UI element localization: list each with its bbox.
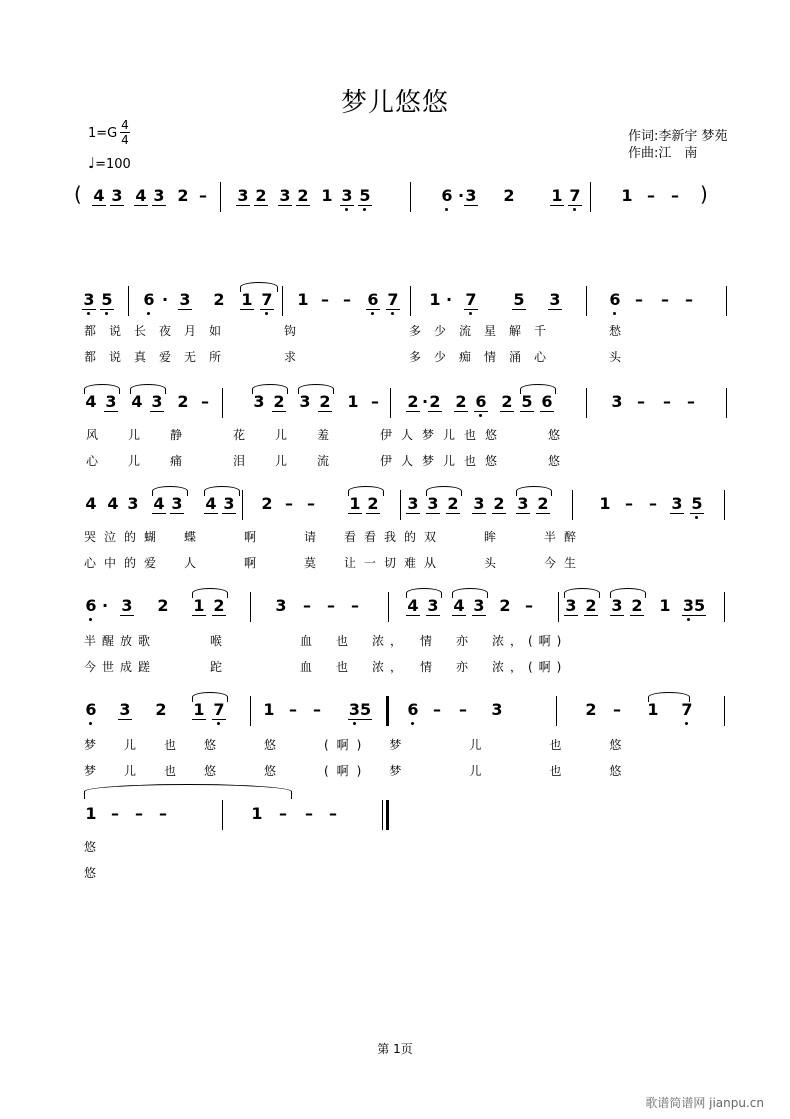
lyric-line-3b: 心中的爱 人 啊 莫 让一切难从 头 今生 [84, 556, 585, 570]
note: 3 [83, 290, 95, 309]
note: 1 [659, 596, 671, 615]
note: 1 [647, 700, 659, 719]
note: 3 [473, 494, 485, 513]
lyric-line-6a: 悠 [84, 840, 98, 854]
note: 2 [407, 392, 419, 411]
watermark: 歌谱简谱网 jianpu.cn [645, 1096, 764, 1110]
note: 2 [177, 186, 189, 205]
note: – [637, 392, 645, 411]
barline [724, 490, 725, 520]
note: 2 [255, 186, 267, 205]
score-line-6 [70, 796, 750, 836]
note: – [329, 804, 337, 823]
barline [572, 490, 573, 520]
note: 4 [153, 494, 165, 513]
note: 1 [347, 392, 359, 411]
note: 2 [493, 494, 505, 513]
note: 6 [609, 290, 621, 309]
lyric-line-6b: 悠 [84, 866, 98, 880]
note: – [663, 392, 671, 411]
note: 4 [407, 596, 419, 615]
note: – [433, 700, 441, 719]
note: 1 [429, 290, 441, 309]
lyric-line-1b: 都说真爱无所 求 多少痴情涌心 头 [84, 350, 635, 364]
note: 2 [499, 596, 511, 615]
note: 2 [585, 596, 597, 615]
note: 4 [205, 494, 217, 513]
song-title: 梦儿悠悠 [340, 88, 449, 118]
close-paren: ) [700, 182, 708, 206]
note: 3 [179, 290, 191, 309]
note: 7 [465, 290, 477, 309]
note: 6 [407, 700, 419, 719]
note: 6 [475, 392, 487, 411]
note: 6 [541, 392, 553, 411]
tie [84, 784, 292, 799]
note: – [201, 392, 209, 411]
note: – [613, 700, 621, 719]
note: 3 [565, 596, 577, 615]
lyric-line-1a: 都说长夜月如 钩 多少流星解千 愁 [84, 324, 635, 338]
note: – [305, 804, 313, 823]
note: 2 [501, 392, 513, 411]
barline [222, 800, 223, 830]
note: 7 [261, 290, 273, 309]
note: – [135, 804, 143, 823]
score-line-5 [70, 692, 750, 732]
note: 3 [279, 186, 291, 205]
note: 2 [261, 494, 273, 513]
note: 3 [253, 392, 265, 411]
note: – [525, 596, 533, 615]
note: – [459, 700, 467, 719]
barline [222, 388, 223, 418]
barline [250, 592, 251, 622]
note: 2 [319, 392, 331, 411]
note: 4 [131, 392, 143, 411]
note: – [351, 596, 359, 615]
note: 2 [455, 392, 467, 411]
barline [590, 182, 591, 212]
lyric-line-5a: 梦 儿 也 悠 悠 (啊) 梦 儿 也 悠 [84, 738, 630, 752]
note: 2 [155, 700, 167, 719]
note: 1 [241, 290, 253, 309]
note: 3 [151, 392, 163, 411]
lyricist: 作词:李新宇 梦苑 [628, 129, 728, 144]
lyric-line-5b: 梦 儿 也 悠 悠 (啊) 梦 儿 也 悠 [84, 764, 630, 778]
note: 5 [691, 494, 703, 513]
note: 3 [549, 290, 561, 309]
note: – [111, 804, 119, 823]
note: 2 [213, 290, 225, 309]
note: 5 [359, 186, 371, 205]
note: – [687, 392, 695, 411]
note: 4 [107, 494, 119, 513]
barline [390, 388, 391, 418]
note: 3 [611, 596, 623, 615]
note: 1 [349, 494, 361, 513]
note: 6 [85, 700, 97, 719]
note: 2 [157, 596, 169, 615]
note: 3 [121, 596, 133, 615]
note: 1 [599, 494, 611, 513]
note: 7 [387, 290, 399, 309]
note: 3 [223, 494, 235, 513]
note: 3 [517, 494, 529, 513]
note: – [625, 494, 633, 513]
note: 5 [101, 290, 113, 309]
note: 3 [275, 596, 287, 615]
note: 4 [85, 494, 97, 513]
tempo-value: =100 [95, 157, 131, 172]
note: 1 [321, 186, 333, 205]
barline [586, 286, 587, 316]
note: 6 [441, 186, 453, 205]
note: – [321, 290, 329, 309]
lyric-line-2b: 心 儿 痛 泪 儿 流 伊人梦儿也悠 悠 [86, 454, 570, 468]
note: · [161, 290, 169, 309]
note: 1 [551, 186, 563, 205]
note: 3 [671, 494, 683, 513]
barline [586, 388, 587, 418]
note: – [307, 494, 315, 513]
lyric-line-2a: 风 儿 静 花 儿 羞 伊人梦儿也悠 悠 [86, 428, 570, 442]
note: – [285, 494, 293, 513]
note: 5 [521, 392, 533, 411]
note: 1 [297, 290, 309, 309]
barline [242, 490, 243, 520]
time-sig-top: 4 [121, 118, 129, 132]
note: 3 [105, 392, 117, 411]
note: 2 [429, 392, 441, 411]
barline [410, 286, 411, 316]
composer: 作曲:江 南 [628, 146, 698, 161]
note: 2 [503, 186, 515, 205]
note: 6 [367, 290, 379, 309]
barline [726, 388, 727, 418]
note: 7 [213, 700, 225, 719]
note: – [685, 290, 693, 309]
barline [724, 696, 725, 726]
barline [724, 592, 725, 622]
note: – [303, 596, 311, 615]
note: 6 [85, 596, 97, 615]
note: 2 [367, 494, 379, 513]
barline [400, 490, 401, 520]
note: 35 [682, 596, 706, 615]
note: 4 [93, 186, 105, 205]
note: 3 [171, 494, 183, 513]
note: 2 [177, 392, 189, 411]
score-line-2 [70, 384, 750, 424]
note: – [327, 596, 335, 615]
note: 2 [273, 392, 285, 411]
note: 35 [348, 700, 372, 719]
note: 3 [153, 186, 165, 205]
barline [726, 286, 727, 316]
note: – [647, 186, 655, 205]
note: 4 [135, 186, 147, 205]
note: · [101, 596, 109, 615]
score-line-4 [70, 588, 750, 628]
barline [558, 592, 559, 622]
note: 2 [447, 494, 459, 513]
note: – [661, 290, 669, 309]
key-signature: 1=G [88, 126, 118, 141]
note: 3 [427, 596, 439, 615]
note: 6 [143, 290, 155, 309]
barline [410, 182, 411, 212]
tempo-marking [88, 154, 131, 172]
note: 3 [611, 392, 623, 411]
lyric-line-4a: 半醒放歌 喉 血 也 浓， 情 亦 浓，(啊) [84, 634, 568, 648]
note: 3 [491, 700, 503, 719]
barline [388, 592, 389, 622]
note: – [279, 804, 287, 823]
note: 7 [681, 700, 693, 719]
intro-row [74, 178, 734, 218]
note: 2 [631, 596, 643, 615]
note: 3 [427, 494, 439, 513]
time-signature [120, 118, 130, 147]
note: 3 [407, 494, 419, 513]
barline [282, 286, 283, 316]
final-barline-thin [382, 800, 383, 830]
note: 1 [193, 596, 205, 615]
note: · [421, 392, 429, 411]
note: 3 [465, 186, 477, 205]
note: – [671, 186, 679, 205]
repeat-barline [386, 696, 389, 726]
score-line-1 [70, 282, 750, 322]
note: – [313, 700, 321, 719]
note: 2 [537, 494, 549, 513]
credits [628, 128, 728, 162]
score-line-3 [70, 486, 750, 526]
note: – [159, 804, 167, 823]
note: · [445, 290, 453, 309]
note: 1 [263, 700, 275, 719]
note: – [635, 290, 643, 309]
note: 1 [251, 804, 263, 823]
note: 4 [85, 392, 97, 411]
open-paren: ( [74, 182, 82, 206]
note: – [649, 494, 657, 513]
quarter-note-icon: ♩ [88, 154, 96, 172]
note: 3 [341, 186, 353, 205]
note: · [457, 186, 465, 205]
barline [128, 286, 129, 316]
note: 3 [119, 700, 131, 719]
note: 3 [299, 392, 311, 411]
page-number: 第 1页 [377, 1042, 413, 1056]
note: 3 [473, 596, 485, 615]
lyric-line-3a: 哭泣的蝴 蝶 啊 请 看看我的双 眸 半醉 [84, 530, 585, 544]
note: 5 [513, 290, 525, 309]
note: 2 [213, 596, 225, 615]
note: 2 [297, 186, 309, 205]
note: 7 [569, 186, 581, 205]
note: 1 [193, 700, 205, 719]
barline [250, 696, 251, 726]
note: 3 [111, 186, 123, 205]
note: – [289, 700, 297, 719]
note: – [343, 290, 351, 309]
note: 4 [453, 596, 465, 615]
time-sig-bottom: 4 [121, 133, 129, 147]
note: – [371, 392, 379, 411]
note: 3 [237, 186, 249, 205]
final-barline-thick [386, 800, 389, 830]
lyric-line-4b: 今世成蹉 跎 血 也 浓， 情 亦 浓，(啊) [84, 660, 568, 674]
note: 2 [585, 700, 597, 719]
note: 1 [621, 186, 633, 205]
note: 3 [127, 494, 139, 513]
note: – [199, 186, 207, 205]
barline [556, 696, 557, 726]
note: 1 [85, 804, 97, 823]
barline [220, 182, 221, 212]
